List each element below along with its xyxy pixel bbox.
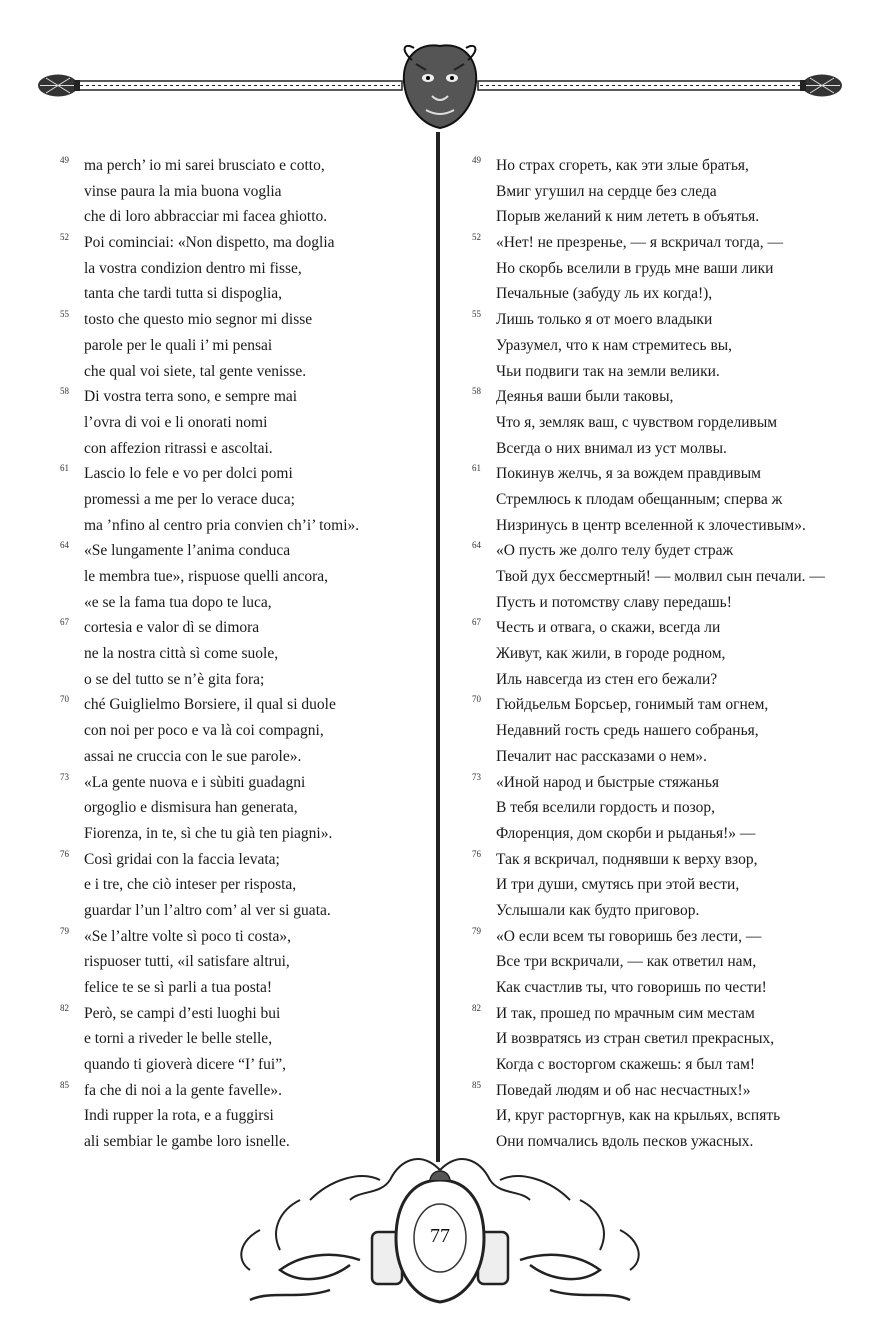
verse-line: e torni a riveder le belle stelle, (84, 1030, 273, 1048)
line-number: 85 (60, 1079, 69, 1090)
verse-line: Услышали как будто приговор. (496, 901, 700, 919)
left-finial-icon (38, 75, 80, 97)
verse-line: Но скорбь вселили в грудь мне ваши лики (496, 259, 774, 277)
verse-line: «Нет! не презренье, — я вскричал тогда, — (496, 234, 783, 252)
verse-line: Печальные (забуду ль их когда!), (496, 285, 713, 303)
verse-line: Они помчались вдоль песков ужасных. (496, 1133, 754, 1151)
verse-line: ma perch’ io mi sarei brusciato e cotto, (84, 157, 325, 174)
line-number: 73 (60, 771, 69, 782)
verse-line: Поведай людям и об нас несчастных!» (496, 1081, 751, 1099)
verse-line: Деянья ваши были таковы, (496, 388, 674, 406)
verse-line: ne la nostra città sì come suole, (84, 645, 279, 663)
verse-line: Печалит нас рассказами о нем». (496, 747, 707, 765)
line-number: 76 (60, 848, 69, 859)
verse-line: tosto che questo mio segnor mi disse (84, 311, 313, 329)
verse-line: Твой дух бессмертный! — молвил сын печали. — (496, 568, 825, 585)
line-number: 55 (472, 309, 481, 320)
line-number: 49 (60, 155, 69, 165)
stanza-61 (472, 461, 852, 538)
verse-line: vinse paura la mia buona voglia (84, 182, 282, 200)
stanza-55 (60, 307, 430, 384)
verse-line: Так я вскричал, поднявши к верху взор, (496, 850, 758, 868)
line-number: 70 (60, 694, 69, 705)
verse-line: Лишь только я от моего владыки (496, 311, 713, 329)
verse-line: Низринусь в центр вселенной к злочестивым». (496, 516, 806, 534)
line-number: 61 (60, 463, 69, 474)
verse-line: «О если всем ты говоришь без лести, — (496, 927, 762, 945)
stanza-52 (472, 230, 852, 307)
verse-line: le membra tue», rispuose quelli ancora, (84, 568, 329, 585)
line-number: 85 (472, 1079, 481, 1090)
verse-line: Пусть и потомству славу передашь! (496, 593, 732, 611)
stanza-67 (60, 615, 430, 692)
beast-mask-icon (404, 45, 476, 128)
verse-line: con affezion ritrassi e ascoltai. (84, 439, 273, 457)
stanza-49 (472, 153, 852, 230)
verse-line: И возвратясь из стран светил прекрасных, (496, 1030, 775, 1048)
line-number: 52 (60, 232, 69, 243)
verse-line: Стремлюсь к плодам обещанным; сперва ж (496, 490, 783, 508)
line-number: 67 (472, 617, 481, 628)
verse-line: Poi cominciai: «Non dispetto, ma doglia (84, 234, 335, 252)
verse-line: guardar l’un l’altro com’ al ver si guata. (84, 901, 331, 919)
stanza-70 (60, 692, 430, 769)
line-number: 61 (472, 463, 481, 474)
line-number: 49 (472, 155, 481, 165)
verse-line: fa che di noi a la gente favelle». (84, 1081, 282, 1099)
stanza-58 (472, 384, 852, 461)
verse-line: tanta che tardi tutta si dispoglia, (84, 285, 283, 303)
page-number: 77 (430, 1225, 450, 1247)
verse-line: orgoglio e dismisura han generata, (84, 799, 298, 817)
verse-line: la vostra condizion dentro mi fisse, (84, 259, 302, 277)
verse-line: assai ne cruccia con le sue parole». (84, 747, 302, 765)
verse-line: l’ovra di voi e li onorati nomi (84, 413, 268, 431)
verse-line: Indi rupper la rota, e a fuggirsi (84, 1107, 274, 1125)
verse-line: Di vostra terra sono, e sempre mai (84, 388, 298, 406)
verse-line: «О пусть же долго телу будет страж (496, 542, 734, 560)
verse-line: promessi a me per lo verace duca; (84, 490, 295, 508)
stanza-76 (472, 847, 852, 924)
verse-line: «La gente nuova e i sùbiti guadagni (84, 773, 306, 791)
line-number: 67 (60, 617, 69, 628)
verse-line: quando ti gioverà dicere “I’ fui”, (84, 1056, 286, 1074)
italian-column (60, 153, 430, 1155)
verse-line: che qual voi siete, tal gente venisse. (84, 362, 307, 380)
line-number: 58 (472, 386, 481, 397)
header-ornament (0, 0, 880, 150)
line-number: 79 (60, 925, 69, 936)
verse-line: Все три вскричали, — как ответил нам, (496, 953, 757, 971)
verse-line: Честь и отвага, о скажи, всегда ли (496, 619, 721, 637)
line-number: 58 (60, 386, 69, 397)
stanza-76 (60, 847, 430, 924)
stanza-55 (472, 307, 852, 384)
verse-line: con noi per poco e va là coi compagni, (84, 722, 324, 740)
verse-line: ché Guiglielmo Borsiere, il qual si duole (84, 696, 336, 714)
line-number: 76 (472, 848, 481, 859)
verse-line: rispuoser tutti, «il satisfare altrui, (84, 953, 290, 971)
stanza-64 (60, 538, 430, 615)
verse-line: Così gridai con la faccia levata; (84, 850, 280, 868)
line-number: 82 (472, 1002, 481, 1013)
verse-line: e i tre, che ciò inteser per risposta, (84, 876, 297, 894)
stanza-73 (60, 770, 430, 847)
verse-line: Гюйдьельм Борсьер, гонимый там огнем, (496, 696, 769, 714)
verse-line: Живут, как жили, в городе родном, (496, 645, 726, 663)
verse-line: o se del tutto se n’è gita fora; (84, 670, 265, 688)
verse-line: Порыв желаний к ним лететь в объятья. (496, 208, 760, 226)
verse-line: «Se lungamente l’anima conduca (84, 542, 291, 560)
stanza-79 (472, 924, 852, 1001)
verse-line: В тебя вселили гордость и позор, (496, 799, 715, 817)
verse-line: Покинув желчь, я за вождем правдивым (496, 465, 761, 483)
center-divider (436, 132, 440, 1162)
verse-line: Уразумел, что к нам стремитесь вы, (496, 336, 733, 354)
verse-line: ali sembiar le gambe loro isnelle. (84, 1133, 290, 1151)
verse-line: cortesia e valor dì se dimora (84, 619, 260, 637)
verse-line: Флоренция, дом скорби и рыданья!» — (496, 824, 756, 842)
verse-line: felice te se sì parli a tua posta! (84, 979, 273, 996)
line-number: 64 (60, 540, 69, 551)
stanza-64 (472, 538, 852, 615)
line-number: 70 (472, 694, 481, 705)
verse-line: Иль навсегда из стен его бежали? (496, 670, 718, 688)
verse-line: «Se l’altre volte sì poco ti costa», (84, 927, 292, 945)
right-finial-icon (800, 75, 842, 97)
stanza-82 (60, 1001, 430, 1078)
stanza-70 (472, 692, 852, 769)
verse-line: che di loro abbracciar mi facea ghiotto. (84, 208, 328, 226)
stanza-49 (60, 153, 430, 230)
verse-line: Когда с восторгом скажешь: я был там! (496, 1056, 756, 1074)
line-number: 73 (472, 771, 481, 782)
verse-line: «Иной народ и быстрые стяжанья (496, 773, 720, 791)
line-number: 82 (60, 1002, 69, 1013)
verse-line: И так, прошед по мрачным сим местам (496, 1004, 755, 1022)
verse-line: Что я, земляк ваш, с чувством горделивым (496, 413, 778, 431)
line-number: 55 (60, 309, 69, 320)
russian-column (472, 153, 852, 1155)
stanza-52 (60, 230, 430, 307)
verse-line: И три души, смутясь при этой вести, (496, 876, 740, 894)
verse-line: Чьи подвиги так на земли велики. (496, 362, 720, 380)
stanza-79 (60, 924, 430, 1001)
line-number: 79 (472, 925, 481, 936)
stanza-61 (60, 461, 430, 538)
verse-line: ma ’nfino al centro pria convien ch’i’ tomi». (84, 516, 360, 534)
stanza-82 (472, 1001, 852, 1078)
verse-line: Но страх сгореть, как эти злые братья, (496, 157, 749, 174)
verse-line: «e se la fama tua dopo te luca, (84, 593, 272, 611)
verse-line: Però, se campi d’esti luoghi bui (84, 1004, 281, 1022)
stanza-58 (60, 384, 430, 461)
stanza-73 (472, 770, 852, 847)
verse-line: Fiorenza, in te, sì che tu già ten piagni». (84, 824, 333, 842)
verse-line: И, круг расторгнув, как на крыльях, вспять (496, 1107, 781, 1125)
verse-line: Вмиг угушил на сердце без следа (496, 182, 717, 200)
verse-line: Lascio lo fele e vo per dolci pomi (84, 465, 293, 483)
verse-line: parole per le quali i’ mi pensai (84, 336, 273, 354)
verse-line: Недавний гость средь нашего собранья, (496, 722, 759, 740)
line-number: 52 (472, 232, 481, 243)
stanza-67 (472, 615, 852, 692)
verse-line: Как счастлив ты, что говоришь по чести! (496, 979, 767, 996)
verse-line: Всегда о них внимал из уст молвы. (496, 439, 727, 457)
line-number: 64 (472, 540, 481, 551)
